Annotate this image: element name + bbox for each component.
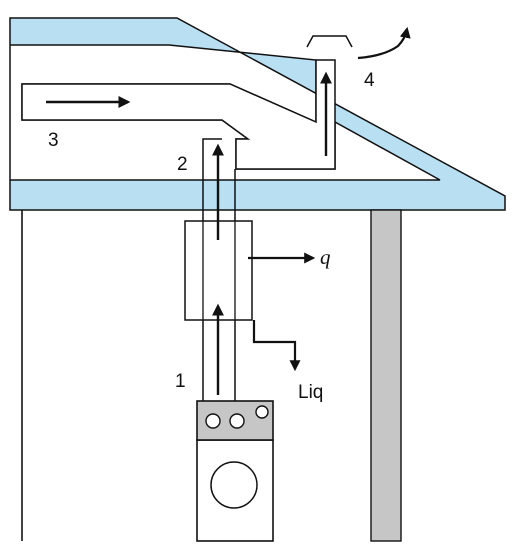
label-heat: q <box>320 245 331 269</box>
flow-arrow-exhaust <box>358 29 407 58</box>
label-point-1: 1 <box>175 371 186 392</box>
dryer <box>197 401 273 541</box>
dryer-knob-2 <box>230 414 244 428</box>
label-point-4: 4 <box>364 70 375 91</box>
label-point-2: 2 <box>177 154 188 175</box>
liquid-drain-arrow <box>254 320 295 369</box>
label-liquid: Liq <box>298 382 324 403</box>
dryer-knob-1 <box>206 414 220 428</box>
vent-cap <box>307 36 352 47</box>
dryer-knob-3 <box>256 406 268 418</box>
house-wall-right <box>371 210 401 541</box>
label-point-3: 3 <box>48 130 59 151</box>
dryer-door <box>211 462 257 508</box>
